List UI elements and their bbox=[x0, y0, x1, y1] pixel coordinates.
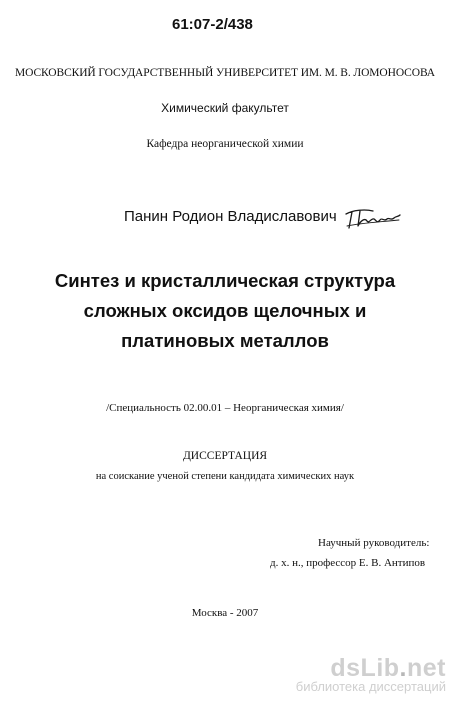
author-name: Панин Родион Владиславович bbox=[124, 208, 337, 225]
dissertation-label: ДИССЕРТАЦИЯ bbox=[182, 450, 268, 462]
degree-line: на соискание ученой степени кандидата химических наук bbox=[95, 471, 355, 482]
watermark-tagline: библиотека диссертаций bbox=[295, 679, 446, 694]
title-line-1: Синтез и кристаллическая структура bbox=[54, 270, 396, 291]
specialty-line: /Специальность 02.00.01 – Неорганическая химия/ bbox=[106, 402, 344, 414]
title-line-3: платиновых металлов bbox=[121, 330, 329, 351]
dissertation-title bbox=[0, 266, 450, 356]
watermark-site-part1: dsLib bbox=[330, 654, 400, 682]
university-name: МОСКОВСКИЙ ГОСУДАРСТВЕННЫЙ УНИВЕРСИТЕТ ИМ. М. В. ЛОМОНОСОВА bbox=[14, 67, 436, 79]
supervisor-label: Научный руководитель: bbox=[318, 537, 430, 549]
watermark-site-dot: . bbox=[399, 654, 407, 682]
catalog-number: 61:07-2/438 bbox=[172, 16, 253, 33]
supervisor-name: д. х. н., профессор Е. В. Антипов bbox=[270, 557, 426, 569]
city-year: Москва - 2007 bbox=[191, 607, 259, 619]
title-line-2: сложных оксидов щелочных и bbox=[83, 300, 367, 321]
department-name: Кафедра неорганической химии bbox=[146, 138, 304, 150]
faculty-name: Химический факультет bbox=[161, 101, 289, 115]
handwritten-signature bbox=[343, 206, 403, 234]
watermark-site-part2: net bbox=[407, 654, 446, 682]
site-watermark bbox=[0, 654, 446, 694]
